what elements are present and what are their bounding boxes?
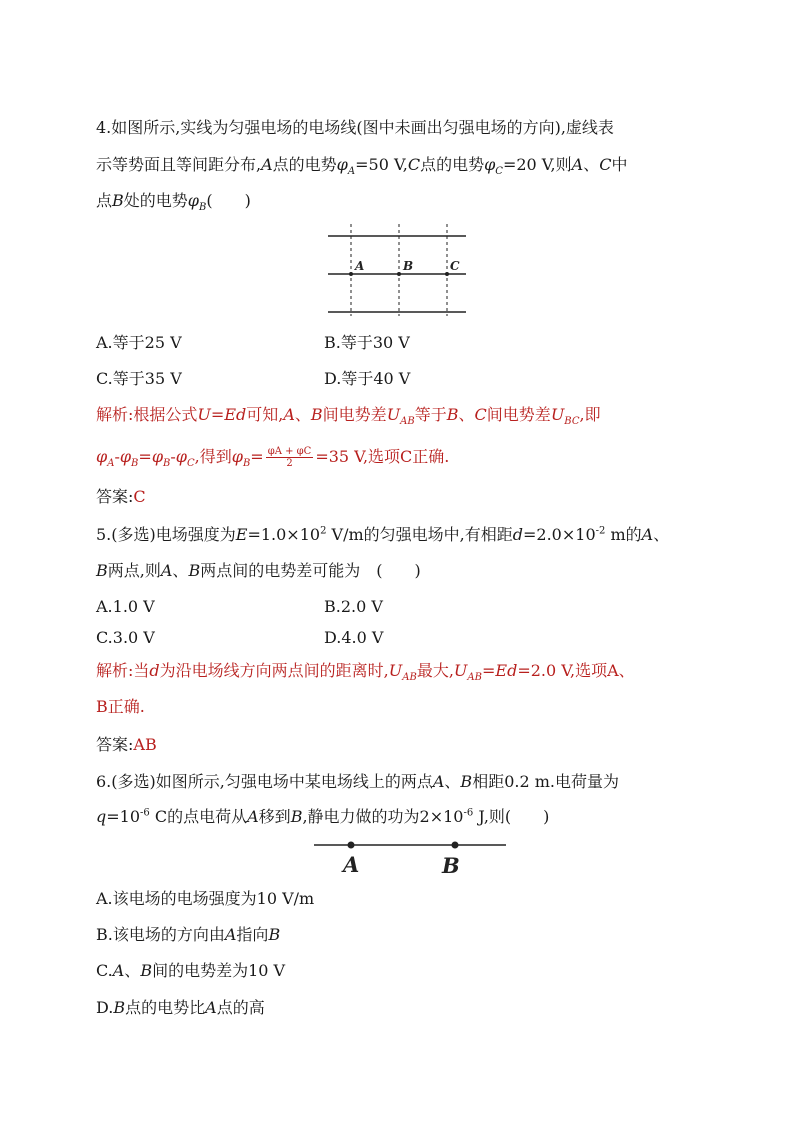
q5-option-d: D.4.0 V: [324, 628, 384, 647]
q6-stem-line1: 6.(多选)如图所示,匀强电场中某电场线上的两点A、B相距0.2 m.电荷量为: [96, 772, 619, 791]
label-A: A: [343, 852, 360, 877]
q5-option-c: C.3.0 V: [96, 628, 155, 647]
q6-stem-line2: $q=10^{-6}$ C的点电荷从A移到B,静电力做的功为$2\times 10^{-6}$ J,则( ): [96, 807, 550, 826]
label-B: B: [442, 853, 460, 878]
q6-option-a: A.该电场的电场强度为10 V/m: [96, 889, 315, 908]
q4-option-c: C.等于35 V: [96, 369, 182, 388]
q4-stem-line2: 示等势面且等间距分布,A点的电势$\varphi_A=50$ V,C点的电势$\varphi_C=20$ V,则A、C中: [96, 155, 628, 178]
q5-analysis-line1: 解析:当d为沿电场线方向两点间的距离时$,U_{AB}$最大$,U_{AB}=Ed=2.0$ V,选项A、: [96, 661, 635, 684]
q6-option-d: D.B点的电势比A点的高: [96, 998, 265, 1017]
q5-answer: 答案:AB: [96, 735, 157, 754]
q4-answer-value: C: [133, 487, 146, 506]
q4-answer: 答案:C: [96, 487, 146, 506]
q4-option-d: D.等于40 V: [324, 369, 411, 388]
label-C: C: [450, 259, 460, 273]
q5-analysis-line2: B正确.: [96, 697, 145, 716]
q5-answer-value: AB: [133, 735, 157, 754]
label-A: A: [355, 259, 365, 273]
q4-analysis-line1: 解析:根据公式U=Ed可知,A、B间电势差$U_{AB}$等于B、C间电势差$U_{BC}$,即: [96, 405, 601, 428]
label-B: B: [403, 259, 414, 273]
point-A: [349, 272, 353, 276]
point-B: [397, 272, 401, 276]
q4-analysis-line2: $\varphi_A-\varphi_B=\varphi_B-\varphi_C$,得到$\varphi_B=$ $\frac{\varphi A + \varphi C}{2}$ =35 V,选项C正确.: [96, 446, 450, 470]
point-B: [452, 842, 459, 849]
point-C: [445, 272, 449, 276]
fraction: $\frac{\varphi A + \varphi C}{2}$: [267, 446, 312, 469]
point-A: [348, 842, 355, 849]
q4-stem-line1: 4.如图所示,实线为匀强电场的电场线(图中未画出匀强电场的方向),虚线表: [96, 118, 614, 137]
q4-field-diagram: [326, 222, 468, 318]
q6-field-line-diagram: [312, 834, 508, 878]
q4-option-b: B.等于30 V: [324, 333, 410, 352]
q5-option-a: A.1.0 V: [96, 597, 155, 616]
q5-stem-line2: B两点,则A、B两点间的电势差可能为 ( ): [96, 561, 421, 580]
q5-option-b: B.2.0 V: [324, 597, 383, 616]
q6-option-c: C.A、B间的电势差为10 V: [96, 961, 286, 980]
q4-stem-line3: 点B处的电势$\varphi_B$( ): [96, 191, 251, 214]
q6-option-b: B.该电场的方向由A指向B: [96, 925, 281, 944]
q4-option-a: A.等于25 V: [96, 333, 182, 352]
q5-stem-line1: 5.(多选)电场强度为$E=1.0\times 10^2$ V/m的匀强电场中,有相距$d=2.0\times 10^{-2}$ m的A、: [96, 525, 670, 544]
